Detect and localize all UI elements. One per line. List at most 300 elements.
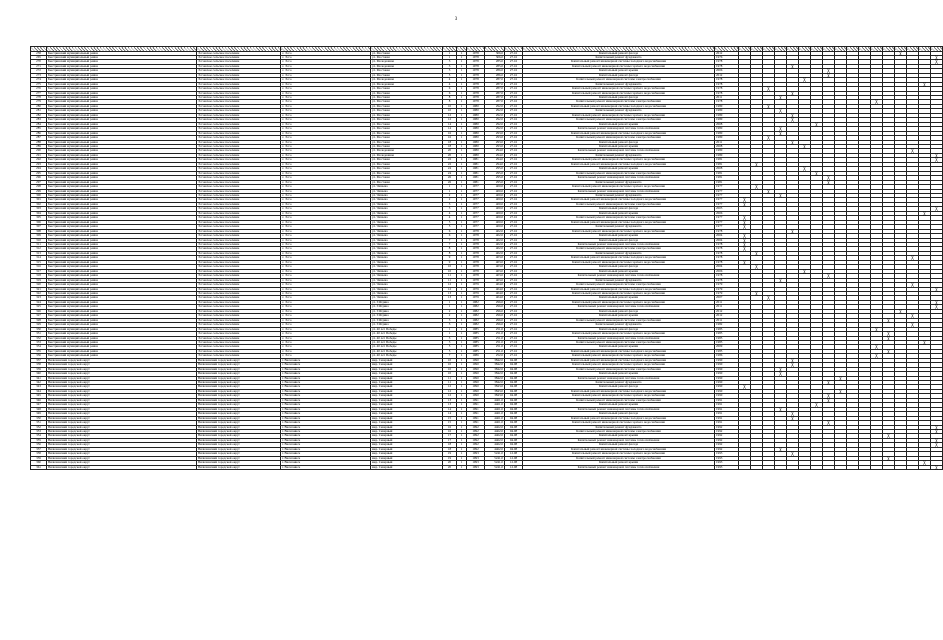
date-cell: 27.16	[505, 69, 523, 73]
work-type-cell: Капитальный ремонт инженерной системы горячего водоснабжения	[523, 260, 715, 264]
building-cell: 1	[457, 398, 467, 402]
locality-cell: г. Вилючинск	[281, 376, 371, 380]
completion-year-cell: 1990	[715, 381, 739, 385]
district-cell: Вилючинский городской округ	[47, 407, 197, 411]
settlement-cell: Эссовское сельское поселение	[197, 265, 281, 269]
locality-cell: с. Эссо	[281, 291, 371, 295]
settlement-cell: Эссовское сельское поселение	[197, 247, 281, 251]
house-number-cell: 1	[443, 305, 457, 309]
house-number-cell: 18	[443, 145, 457, 149]
year-built-cell: 1981	[467, 158, 485, 162]
year-built-cell: 1985	[467, 349, 485, 353]
area-cell: 4461,0	[485, 403, 505, 407]
house-number-cell: 1	[443, 55, 457, 59]
house-number-cell: 16	[443, 131, 457, 135]
x-mark-icon: ╳	[875, 353, 878, 359]
work-type-cell: Капитальный ремонт фасада	[523, 73, 715, 77]
house-number-cell: 20	[443, 153, 457, 157]
work-type-cell: Капитальный ремонт инженерной системы горячего водоснабжения	[523, 452, 715, 456]
area-cell: 4462,0	[485, 434, 505, 438]
district-cell: Вилючинский городской округ	[47, 461, 197, 465]
house-number-cell: 11	[443, 381, 457, 385]
house-number-cell: 12	[443, 287, 457, 291]
settlement-cell: Эссовское сельское поселение	[197, 194, 281, 198]
completion-year-cell: 1979	[715, 283, 739, 287]
house-number-cell: 3	[443, 64, 457, 68]
completion-year-cell: 1992	[715, 447, 739, 451]
area-cell: 404,0	[485, 296, 505, 300]
x-mark-icon: ╳	[743, 224, 746, 230]
work-type-cell: Капитальный ремонт крыши	[523, 211, 715, 215]
street-cell: мкр. Северный	[371, 447, 443, 451]
house-number-cell: 15	[443, 416, 457, 420]
date-cell: 27.16	[505, 309, 523, 313]
locality-cell: с. Эссо	[281, 207, 371, 211]
date-cell: 27.16	[505, 136, 523, 140]
year-built-cell: 1978	[467, 100, 485, 104]
area-cell: 3843,0	[485, 385, 505, 389]
date-cell: 27.16	[505, 278, 523, 282]
settlement-cell: Эссовское сельское поселение	[197, 278, 281, 282]
house-number-cell: 11	[443, 278, 457, 282]
street-cell: ул. Чапаева	[371, 211, 443, 215]
locality-cell: с. Эссо	[281, 104, 371, 108]
date-cell: 27.16	[505, 242, 523, 246]
locality-cell: г. Вилючинск	[281, 434, 371, 438]
street-cell: ул. Мостовая	[371, 180, 443, 184]
date-cell: 04.08	[505, 425, 523, 429]
date-cell: 12.08	[505, 465, 523, 469]
settlement-cell: Эссовское сельское поселение	[197, 87, 281, 91]
row-number: 356	[31, 443, 47, 447]
district-cell: Быстринский муниципальный район	[47, 109, 197, 113]
district-cell: Быстринский муниципальный район	[47, 247, 197, 251]
area-cell: 294,0	[485, 149, 505, 153]
completion-year-cell: 1978	[715, 229, 739, 233]
completion-year-cell: 2004	[715, 265, 739, 269]
completion-year-cell: 2004	[715, 238, 739, 242]
locality-cell: с. Эссо	[281, 296, 371, 300]
x-mark-icon: ╳	[875, 99, 878, 105]
settlement-cell: Вилючинский городской округ	[197, 385, 281, 389]
year-built-cell: 1992	[467, 438, 485, 442]
area-cell: 251,0	[485, 349, 505, 353]
work-type-cell: Капитальный ремонт крыши	[523, 345, 715, 349]
date-cell: 27.16	[505, 345, 523, 349]
locality-cell: г. Вилючинск	[281, 461, 371, 465]
building-cell: 1	[457, 291, 467, 295]
district-cell: Быстринский муниципальный район	[47, 153, 197, 157]
row-number: 313	[31, 251, 47, 255]
date-cell: 27.16	[505, 162, 523, 166]
house-number-cell: 10	[443, 265, 457, 269]
district-cell: Вилючинский городской округ	[47, 465, 197, 469]
work-type-cell: Капитальный ремонт инженерной системы холодного водоснабжения	[523, 162, 715, 166]
house-number-cell: 3	[443, 340, 457, 344]
year-built-cell: 1978	[467, 64, 485, 68]
completion-year-cell: 1977	[715, 202, 739, 206]
completion-year-cell: 1993	[715, 452, 739, 456]
work-type-cell: Капитальный ремонт инженерной системы теплоснабжения	[523, 407, 715, 411]
x-mark-icon: ╳	[791, 451, 794, 457]
row-number: 355	[31, 438, 47, 442]
work-type-cell: Капитальный ремонт крыши	[523, 461, 715, 465]
area-cell: 3843,0	[485, 389, 505, 393]
x-mark-icon: ╳	[827, 393, 830, 399]
year-built-cell: 1982	[467, 314, 485, 318]
year-built-cell: 1980	[467, 109, 485, 113]
date-cell: 27.16	[505, 194, 523, 198]
settlement-cell: Вилючинский городской округ	[197, 367, 281, 371]
building-cell: 1	[457, 376, 467, 380]
year-built-cell: 1992	[467, 447, 485, 451]
year-built-cell: 1978	[467, 82, 485, 86]
street-cell: ул. Мостовая	[371, 87, 443, 91]
area-cell: 400,0	[485, 189, 505, 193]
mark-cell	[919, 465, 931, 469]
completion-year-cell: 1986	[715, 354, 739, 358]
work-type-cell: Капитальный ремонт инженерной системы электроснабжения	[523, 398, 715, 402]
locality-cell: г. Вилючинск	[281, 425, 371, 429]
building-cell: 1	[457, 309, 467, 313]
row-number: 288	[31, 140, 47, 144]
year-built-cell: 1991	[467, 403, 485, 407]
completion-year-cell: 1992	[715, 430, 739, 434]
work-type-cell: Капитальный ремонт инженерной системы электроснабжения	[523, 136, 715, 140]
x-mark-icon: ╳	[791, 139, 794, 145]
area-cell: 292,0	[485, 109, 505, 113]
row-number: 334	[31, 345, 47, 349]
x-mark-icon: ╳	[779, 366, 782, 372]
table-body	[31, 51, 943, 470]
x-mark-icon: ╳	[743, 219, 746, 225]
locality-cell: с. Эссо	[281, 349, 371, 353]
work-type-cell: Капитальный ремонт инженерной системы теплоснабжения	[523, 336, 715, 340]
mark-cell	[895, 465, 907, 469]
x-mark-icon: ╳	[827, 72, 830, 78]
street-cell: мкр. Северный	[371, 389, 443, 393]
street-cell: мкр. Северный	[371, 372, 443, 376]
completion-year-cell: 2008	[715, 145, 739, 149]
work-type-cell: Капитальный ремонт инженерной системы электроснабжения	[523, 456, 715, 460]
house-number-cell: 5	[443, 69, 457, 73]
year-built-cell: 1980	[467, 113, 485, 117]
date-cell: 27.16	[505, 229, 523, 233]
date-cell: 27.16	[505, 354, 523, 358]
work-type-cell: Капитальный ремонт фасада	[523, 207, 715, 211]
street-cell: ул. Г.Ягдина	[371, 314, 443, 318]
street-cell: ул. Чапаева	[371, 265, 443, 269]
completion-year-cell: 1992	[715, 438, 739, 442]
area-cell: 403,0	[485, 278, 505, 282]
locality-cell: с. Эссо	[281, 171, 371, 175]
date-cell: 04.08	[505, 389, 523, 393]
house-number-cell: 12	[443, 394, 457, 398]
area-cell: 295,0	[485, 176, 505, 180]
date-cell: 27.16	[505, 51, 523, 55]
locality-cell: с. Эссо	[281, 162, 371, 166]
locality-cell: с. Эссо	[281, 60, 371, 64]
house-number-cell: 14	[443, 127, 457, 131]
area-cell: 285,0	[485, 60, 505, 64]
house-number-cell: 16	[443, 425, 457, 429]
completion-year-cell: 1981	[715, 180, 739, 184]
street-cell: ул. Мостовая	[371, 55, 443, 59]
settlement-cell: Эссовское сельское поселение	[197, 345, 281, 349]
row-number: 324	[31, 300, 47, 304]
house-number-cell: 18	[443, 443, 457, 447]
district-cell: Вилючинский городской округ	[47, 443, 197, 447]
locality-cell: с. Эссо	[281, 69, 371, 73]
date-cell: 27.16	[505, 96, 523, 100]
area-cell: 295,0	[485, 180, 505, 184]
area-cell: 292,0	[485, 118, 505, 122]
district-cell: Вилючинский городской округ	[47, 398, 197, 402]
area-cell: 4462,0	[485, 438, 505, 442]
district-cell: Быстринский муниципальный район	[47, 131, 197, 135]
area-cell: 294,0	[485, 162, 505, 166]
settlement-cell: Вилючинский городской округ	[197, 430, 281, 434]
work-type-cell: Капитальный ремонт инженерной системы горячего водоснабжения	[523, 113, 715, 117]
row-number: 311	[31, 242, 47, 246]
building-cell: 1	[457, 456, 467, 460]
year-built-cell: 1980	[467, 140, 485, 144]
completion-year-cell: 1978	[715, 260, 739, 264]
completion-year-cell: 1976	[715, 55, 739, 59]
x-mark-icon: ╳	[935, 442, 938, 448]
street-cell: ул. Чапаева	[371, 189, 443, 193]
house-number-cell: 10	[443, 358, 457, 362]
year-built-cell: 1990	[467, 372, 485, 376]
work-type-cell: Капитальный ремонт инженерной системы холодного водоснабжения	[523, 131, 715, 135]
settlement-cell: Вилючинский городской округ	[197, 381, 281, 385]
street-cell: ул. Чапаева	[371, 185, 443, 189]
building-cell: 1	[457, 51, 467, 55]
street-cell: мкр. Северный	[371, 394, 443, 398]
district-cell: Быстринский муниципальный район	[47, 274, 197, 278]
settlement-cell: Эссовское сельское поселение	[197, 51, 281, 55]
completion-year-cell: 1980	[715, 131, 739, 135]
street-cell: ул. Чапаева	[371, 274, 443, 278]
year-built-cell: 1980	[467, 145, 485, 149]
district-cell: Быстринский муниципальный район	[47, 104, 197, 108]
settlement-cell: Эссовское сельское поселение	[197, 242, 281, 246]
x-mark-icon: ╳	[743, 233, 746, 239]
year-built-cell: 1990	[467, 381, 485, 385]
house-number-cell: 6	[443, 91, 457, 95]
year-built-cell: 1985	[467, 336, 485, 340]
settlement-cell: Эссовское сельское поселение	[197, 100, 281, 104]
building-cell: 1	[457, 149, 467, 153]
building-cell: 1	[457, 145, 467, 149]
area-cell: 4461,0	[485, 421, 505, 425]
row-number: 274	[31, 78, 47, 82]
street-cell: ул. Мостовая	[371, 91, 443, 95]
area-cell: 295,0	[485, 171, 505, 175]
building-cell: 1	[457, 385, 467, 389]
settlement-cell: Эссовское сельское поселение	[197, 269, 281, 273]
row-number: 304	[31, 211, 47, 215]
work-type-cell: Капитальный ремонт инженерной системы холодного водоснабжения	[523, 220, 715, 224]
row-number: 275	[31, 82, 47, 86]
date-cell: 27.16	[505, 274, 523, 278]
locality-cell: г. Вилючинск	[281, 363, 371, 367]
mark-cell	[907, 465, 919, 469]
street-cell: ул. Чапаева	[371, 260, 443, 264]
year-built-cell: 1990	[467, 363, 485, 367]
work-type-cell: Капитальный ремонт инженерной системы горячего водоснабжения	[523, 332, 715, 336]
row-number: 312	[31, 247, 47, 251]
street-cell: ул. Чапаева	[371, 225, 443, 229]
year-built-cell: 1978	[467, 96, 485, 100]
settlement-cell: Вилючинский городской округ	[197, 394, 281, 398]
house-number-cell: 15	[443, 421, 457, 425]
house-number-cell: 26	[443, 176, 457, 180]
district-cell: Быстринский муниципальный район	[47, 158, 197, 162]
street-cell: ул. Мостовая	[371, 122, 443, 126]
house-number-cell: 1	[443, 300, 457, 304]
locality-cell: с. Эссо	[281, 234, 371, 238]
date-cell: 27.16	[505, 225, 523, 229]
date-cell: 27.16	[505, 269, 523, 273]
house-number-cell: 11	[443, 376, 457, 380]
date-cell: 27.16	[505, 251, 523, 255]
building-cell: 1	[457, 407, 467, 411]
building-cell: 1	[457, 349, 467, 353]
district-cell: Быстринский муниципальный район	[47, 194, 197, 198]
area-cell: 4462,0	[485, 443, 505, 447]
building-cell: 1	[457, 416, 467, 420]
row-number: 345	[31, 394, 47, 398]
building-cell: 1	[457, 131, 467, 135]
street-cell: мкр. Северный	[371, 403, 443, 407]
x-mark-icon: ╳	[827, 397, 830, 403]
district-cell: Быстринский муниципальный район	[47, 220, 197, 224]
district-cell: Быстринский муниципальный район	[47, 269, 197, 273]
x-mark-icon: ╳	[803, 268, 806, 274]
row-number: 279	[31, 100, 47, 104]
building-cell: 1	[457, 465, 467, 469]
street-cell: мкр. Северный	[371, 425, 443, 429]
date-cell: 27.16	[505, 145, 523, 149]
x-mark-icon: ╳	[779, 446, 782, 452]
street-cell: ул. Мостовая	[371, 131, 443, 135]
date-cell: 27.16	[505, 296, 523, 300]
x-mark-icon: ╳	[755, 264, 758, 270]
locality-cell: г. Вилючинск	[281, 452, 371, 456]
locality-cell: с. Эссо	[281, 229, 371, 233]
locality-cell: с. Эссо	[281, 305, 371, 309]
locality-cell: г. Вилючинск	[281, 412, 371, 416]
locality-cell: с. Эссо	[281, 318, 371, 322]
year-built-cell: 1978	[467, 238, 485, 242]
row-number: 348	[31, 407, 47, 411]
building-cell: 1	[457, 171, 467, 175]
street-cell: ул. Молодежная	[371, 149, 443, 153]
building-cell: 1	[457, 136, 467, 140]
building-cell: 1	[457, 438, 467, 442]
settlement-cell: Вилючинский городской округ	[197, 389, 281, 393]
work-type-cell: Капитальный ремонт фундамента	[523, 194, 715, 198]
x-mark-icon: ╳	[779, 130, 782, 136]
x-mark-icon: ╳	[743, 201, 746, 207]
work-type-cell: Капитальный ремонт крыши	[523, 122, 715, 126]
x-mark-icon: ╳	[803, 77, 806, 83]
year-built-cell: 1991	[467, 407, 485, 411]
street-cell: ул. Г.Ягдина	[371, 309, 443, 313]
year-built-cell: 1980	[467, 104, 485, 108]
locality-cell: с. Эссо	[281, 87, 371, 91]
settlement-cell: Эссовское сельское поселение	[197, 305, 281, 309]
locality-cell: г. Вилючинск	[281, 421, 371, 425]
completion-year-cell: 1991	[715, 416, 739, 420]
locality-cell: г. Вилючинск	[281, 358, 371, 362]
row-number: 272	[31, 69, 47, 73]
settlement-cell: Эссовское сельское поселение	[197, 140, 281, 144]
locality-cell: с. Эссо	[281, 269, 371, 273]
date-cell: 04.08	[505, 381, 523, 385]
settlement-cell: Эссовское сельское поселение	[197, 238, 281, 242]
area-cell: 296,0	[485, 309, 505, 313]
x-mark-icon: ╳	[743, 241, 746, 247]
area-cell: 404,0	[485, 291, 505, 295]
row-number: 305	[31, 216, 47, 220]
locality-cell: с. Эссо	[281, 247, 371, 251]
street-cell: ул. Г.Ягдина	[371, 300, 443, 304]
street-cell: ул. Мостовая	[371, 176, 443, 180]
date-cell: 27.16	[505, 149, 523, 153]
settlement-cell: Эссовское сельское поселение	[197, 327, 281, 331]
district-cell: Быстринский муниципальный район	[47, 171, 197, 175]
locality-cell: с. Эссо	[281, 131, 371, 135]
settlement-cell: Эссовское сельское поселение	[197, 349, 281, 353]
x-mark-icon: ╳	[875, 326, 878, 332]
year-built-cell: 1978	[467, 55, 485, 59]
district-cell: Быстринский муниципальный район	[47, 87, 197, 91]
year-built-cell: 1992	[467, 425, 485, 429]
street-cell: ул. Чапаева	[371, 256, 443, 260]
work-type-cell: Капитальный ремонт инженерной системы холодного водоснабжения	[523, 104, 715, 108]
work-type-cell: Капитальный ремонт инженерной системы холодного водоснабжения	[523, 358, 715, 362]
street-cell: ул. Мостовая	[371, 158, 443, 162]
building-cell: 1	[457, 394, 467, 398]
house-number-cell: 24	[443, 167, 457, 171]
building-cell: 1	[457, 234, 467, 238]
house-number-cell: 10	[443, 363, 457, 367]
date-cell: 27.16	[505, 260, 523, 264]
building-cell: 1	[457, 167, 467, 171]
year-built-cell: 1990	[467, 358, 485, 362]
area-cell: 400,0	[485, 198, 505, 202]
street-cell: мкр. Северный	[371, 363, 443, 367]
completion-year-cell: 2005	[715, 207, 739, 211]
house-number-cell: 16	[443, 136, 457, 140]
building-cell: 1	[457, 345, 467, 349]
x-mark-icon: ╳	[935, 464, 938, 470]
x-mark-icon: ╳	[791, 362, 794, 368]
building-cell: 1	[457, 104, 467, 108]
x-mark-icon: ╳	[779, 277, 782, 283]
building-cell: 1	[457, 216, 467, 220]
area-cell: 294,0	[485, 158, 505, 162]
locality-cell: г. Вилючинск	[281, 403, 371, 407]
area-cell: 285,0	[485, 64, 505, 68]
area-cell: 306,0	[485, 51, 505, 55]
work-type-cell: Капитальный ремонт фундамента	[523, 109, 715, 113]
completion-year-cell: 1993	[715, 461, 739, 465]
house-number-cell: 6	[443, 87, 457, 91]
x-mark-icon: ╳	[767, 86, 770, 92]
